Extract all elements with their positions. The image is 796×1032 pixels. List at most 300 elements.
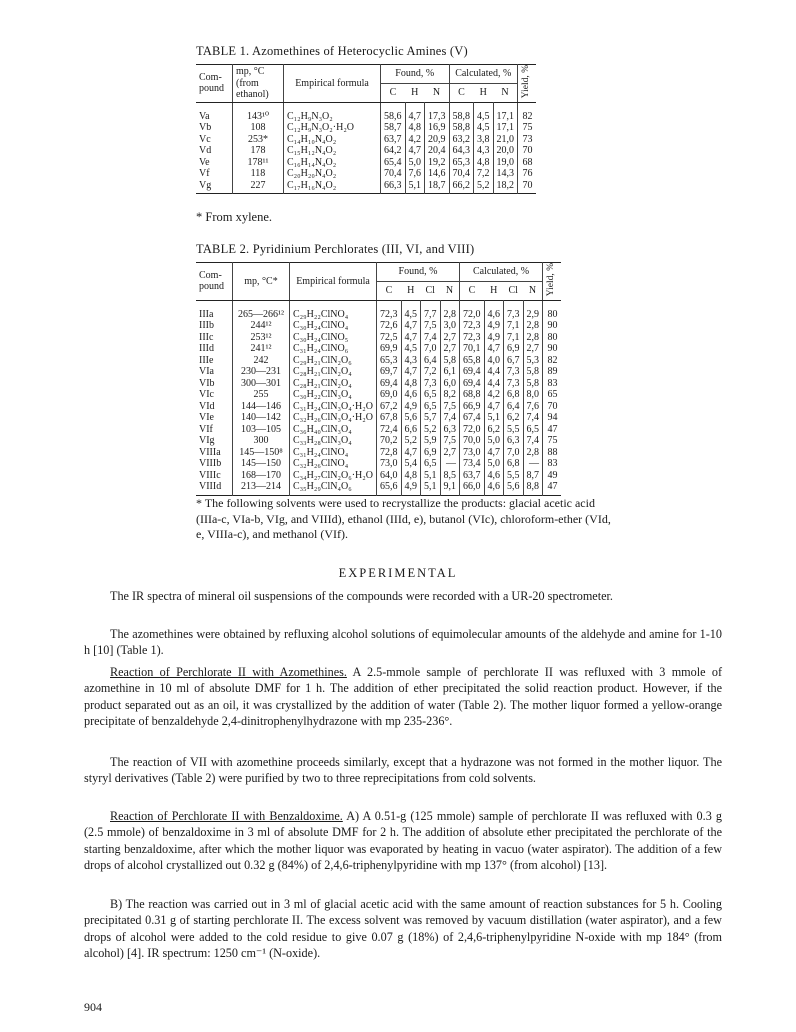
t2-cell: 242 — [233, 355, 290, 367]
t2-cell: 4,6 — [401, 389, 421, 401]
t2-cell: 6,3 — [504, 435, 524, 447]
t2-cell: C₂₉H₂₁ClN₂O₆ — [290, 355, 377, 367]
t1-cell: 65,3 — [449, 157, 474, 169]
t1-cell: 82 — [518, 102, 536, 122]
paragraph-reaction-azomethines-title: Reaction of Perchlorate II with Azomethines. — [110, 665, 347, 679]
t2-cell: C₃₅H₂₉ClN₄O₆ — [290, 481, 377, 495]
t2-cell: 2,7 — [440, 447, 460, 459]
t2-cell: 2,8 — [523, 332, 543, 344]
t1-h-compound: Com- pound — [196, 65, 233, 103]
t2-cell: 2,7 — [440, 343, 460, 355]
t2-subheader: H — [407, 285, 415, 297]
t2-cell: 2,7 — [440, 332, 460, 344]
t2-cell: VIIIb — [199, 458, 222, 470]
table-row — [196, 435, 561, 447]
t2-cell: 5,8 — [523, 378, 543, 390]
t2-cell: 6,9 — [421, 447, 441, 459]
t2-cell: VIa — [199, 366, 214, 378]
t1-cell: 18,7 — [425, 180, 450, 194]
t1-cell: 20,9 — [425, 134, 450, 146]
t2-cell: 5,1 — [421, 470, 441, 482]
t2-cell: 5,1 — [421, 481, 441, 495]
t1-cell: 17,1 — [493, 102, 518, 122]
t2-cell: 2,8 — [523, 320, 543, 332]
t2-cell: 300 — [233, 435, 290, 447]
t2-cell: 47 — [543, 481, 561, 495]
t2-cell: 5,1 — [484, 412, 504, 424]
t2-cell: 73,4 — [460, 458, 485, 470]
t1-cell: 253* — [233, 134, 284, 146]
t2-cell: 4,5 — [401, 343, 421, 355]
t2-cell: 5,7 — [421, 412, 441, 424]
t1-cell: 58,6 — [381, 102, 406, 122]
t2-cell: 72,0 — [460, 300, 485, 320]
t1-cell: C₁₇H₁₆N₄O₂ — [284, 180, 381, 194]
t1-cell: 65,4 — [381, 157, 406, 169]
t2-cell: 7,1 — [504, 320, 524, 332]
t1-cell: C₁₆H₁₄N₄O₂ — [284, 157, 381, 169]
t2-cell: 4,4 — [484, 366, 504, 378]
t2-cell: 4,7 — [484, 447, 504, 459]
t2-cell: 49 — [543, 470, 561, 482]
t1-h-formula: Empirical formula — [284, 65, 381, 103]
t2-subheader: Cl — [425, 285, 435, 297]
t2-cell: 94 — [543, 412, 561, 424]
t1-cell: 4,2 — [405, 134, 425, 146]
t1-cell: 68 — [518, 157, 536, 169]
t1-h-yield: Yield, % — [521, 65, 531, 99]
t2-cell: 72,3 — [460, 320, 485, 332]
table1 — [196, 64, 536, 194]
page-number: 904 — [84, 1000, 102, 1014]
paragraph-reaction-benzaldoxime-title: Reaction of Perchlorate II with Benzaldoxime. — [110, 809, 343, 823]
t2-h-yield-cell — [543, 263, 561, 301]
t1-cell: Vf — [199, 168, 210, 180]
t2-cell: 2,8 — [440, 300, 460, 320]
t1-subheader: H — [479, 87, 487, 99]
table-row — [196, 180, 536, 194]
t2-cell: 7,5 — [440, 435, 460, 447]
t2-subheader: C — [377, 281, 402, 300]
table-row — [196, 458, 561, 470]
t2-cell: 7,4 — [523, 435, 543, 447]
t2-cell: 90 — [543, 343, 561, 355]
t2-cell: 4,3 — [401, 355, 421, 367]
t2-cell: 3,0 — [440, 320, 460, 332]
t2-cell: 4,9 — [484, 320, 504, 332]
t2-cell: C₂₈H₂₁ClN₂O₄ — [290, 366, 377, 378]
t2-cell: 6,0 — [440, 378, 460, 390]
table1-footnote: * From xylene. — [196, 210, 273, 224]
t2-cell: 7,4 — [440, 412, 460, 424]
t2-cell: 4,7 — [401, 447, 421, 459]
t2-cell: 7,0 — [504, 447, 524, 459]
t2-cell: IIId — [199, 343, 214, 355]
t2-cell: 4,8 — [401, 470, 421, 482]
t2-cell: 213—214 — [233, 481, 290, 495]
t2-cell: 2,9 — [523, 300, 543, 320]
t2-cell: 8,0 — [523, 389, 543, 401]
table-row — [196, 481, 561, 495]
t2-cell: 4,4 — [484, 378, 504, 390]
t2-cell: C₃₄H₂₇ClN₂O₆·H₂O — [290, 470, 377, 482]
t2-cell: 6,4 — [421, 355, 441, 367]
t2-cell: 4,8 — [401, 378, 421, 390]
t2-cell: 72,0 — [460, 424, 485, 436]
t2-h-formula: Empirical formula — [290, 263, 377, 301]
t1-cell: 19,0 — [493, 157, 518, 169]
t2-cell: VIb — [199, 377, 215, 389]
t2-cell: 7,5 — [440, 401, 460, 413]
t2-cell: 4,7 — [401, 320, 421, 332]
t2-cell: 7,4 — [523, 412, 543, 424]
t2-cell: 230—231 — [233, 366, 290, 378]
t2-cell: 6,7 — [504, 355, 524, 367]
t2-cell: 6,5 — [421, 458, 441, 470]
t2-cell: C₃₁H₂₄ClNO₄ — [290, 447, 377, 459]
t1-cell: 7,2 — [474, 168, 494, 180]
t1-subheader: H — [411, 87, 419, 99]
t2-cell: IIIe — [199, 354, 214, 366]
table-row — [196, 168, 536, 180]
t2-cell: 70,2 — [377, 435, 402, 447]
t2-cell: 80 — [543, 300, 561, 320]
t2-cell: IIIa — [199, 308, 214, 320]
t2-cell: 72,8 — [377, 447, 402, 459]
t2-cell: 83 — [543, 458, 561, 470]
t2-cell: 4,9 — [401, 401, 421, 413]
t2-cell: 73,0 — [377, 458, 402, 470]
t2-cell: 7,1 — [504, 332, 524, 344]
t1-cell: 118 — [233, 168, 284, 180]
t2-subheader: C — [460, 281, 485, 300]
t2-cell: VIe — [199, 412, 214, 424]
t2-cell: C₃₆H₄₀ClN₃O₄ — [290, 424, 377, 436]
t1-cell: 4,3 — [474, 145, 494, 157]
t2-cell: C₃₂H₂₆ClNO₄ — [290, 458, 377, 470]
t2-cell: 72,3 — [377, 300, 402, 320]
t2-cell: 6,2 — [504, 412, 524, 424]
t2-cell: 4,0 — [484, 355, 504, 367]
t2-cell: VIf — [199, 423, 213, 435]
t2-cell: 7,4 — [421, 332, 441, 344]
t2-cell: 67,2 — [377, 401, 402, 413]
t2-cell: 2,8 — [523, 447, 543, 459]
t2-cell: 69,7 — [377, 366, 402, 378]
t2-cell: C₃₁H₂₄ClN₃O₄·H₂O — [290, 401, 377, 413]
table2-caption: TABLE 2. Pyridinium Perchlorates (III, VI, and VIII) — [196, 242, 475, 256]
t2-cell: IIIc — [199, 331, 214, 343]
t1-cell: 178 — [233, 145, 284, 157]
t1-cell: 5,0 — [405, 157, 425, 169]
t2-cell: 69,4 — [377, 378, 402, 390]
t1-cell: C₁₂H₉N₃O₂ — [284, 102, 381, 122]
t2-cell: — — [523, 458, 543, 470]
t2-cell: 6,8 — [504, 389, 524, 401]
table2-grid — [196, 262, 561, 496]
table-row — [196, 343, 561, 355]
t2-cell: 4,6 — [484, 470, 504, 482]
t1-cell: 73 — [518, 134, 536, 146]
t2-cell: 4,7 — [401, 332, 421, 344]
t1-cell: 64,2 — [381, 145, 406, 157]
t1-cell: 75 — [518, 122, 536, 134]
t2-cell: 9,1 — [440, 481, 460, 495]
t2-cell: 65 — [543, 389, 561, 401]
t1-subheader: C — [449, 83, 474, 102]
t2-cell: 72,4 — [377, 424, 402, 436]
t2-cell: 66,0 — [460, 481, 485, 495]
t1-cell: 20,4 — [425, 145, 450, 157]
t2-cell: 5,8 — [440, 355, 460, 367]
t2-cell: 8,8 — [523, 481, 543, 495]
t2-cell: 6,6 — [401, 424, 421, 436]
t2-cell: 7,3 — [504, 300, 524, 320]
t2-cell: 103—105 — [233, 424, 290, 436]
t2-cell: 6,9 — [504, 343, 524, 355]
t2-cell: 255 — [233, 389, 290, 401]
t2-cell: 244¹² — [233, 320, 290, 332]
paragraph-ir: The IR spectra of mineral oil suspensions of the compounds were recorded with a UR-20 spectrometer. — [110, 589, 613, 603]
t2-cell: VIIId — [199, 481, 222, 493]
table-row — [196, 157, 536, 169]
t1-cell: C₁₄H₁₀N₄O₂ — [284, 134, 381, 146]
t2-cell: 7,3 — [504, 366, 524, 378]
t2-cell: 4,5 — [401, 300, 421, 320]
t2-cell: 5,4 — [401, 458, 421, 470]
t2-cell: 8,7 — [523, 470, 543, 482]
t2-cell: 63,7 — [460, 470, 485, 482]
t2-cell: 5,6 — [504, 481, 524, 495]
t1-cell: 4,8 — [474, 157, 494, 169]
t2-cell: 4,6 — [484, 481, 504, 495]
t2-cell: C₂₈H₂₁ClN₂O₄ — [290, 378, 377, 390]
t2-cell: 72,6 — [377, 320, 402, 332]
t2-cell: 145—150⁸ — [233, 447, 290, 459]
t1-cell: C₁₂H₉N₃O₂·H₂O — [284, 122, 381, 134]
t2-cell: 70,0 — [460, 435, 485, 447]
t2-cell: 65,8 — [460, 355, 485, 367]
t2-cell: 5,0 — [484, 458, 504, 470]
paragraph-reaction-benzaldoxime — [84, 808, 722, 873]
t2-cell: 144—146 — [233, 401, 290, 413]
t1-cell: Vg — [199, 179, 212, 191]
table-row — [196, 401, 561, 413]
t2-cell: C₃₀H₂₄ClNO₄ — [290, 320, 377, 332]
t2-cell: C₂₉H₂₂ClNO₄ — [290, 300, 377, 320]
table-row — [196, 447, 561, 459]
table-row — [196, 102, 536, 122]
t1-cell: Vc — [199, 133, 211, 145]
t2-subheader: N — [528, 285, 537, 297]
t2-h-calc: Calculated, % — [460, 263, 543, 282]
t1-cell: Ve — [199, 156, 210, 168]
t2-cell: 82 — [543, 355, 561, 367]
t1-cell: 4,8 — [405, 122, 425, 134]
t1-cell: 4,5 — [474, 122, 494, 134]
table-row — [196, 412, 561, 424]
t2-cell: 5,8 — [523, 366, 543, 378]
t2-h-compound: Com- pound — [196, 263, 233, 301]
t1-cell: C₂₀H₂₀N₄O₂ — [284, 168, 381, 180]
t2-cell: 8,2 — [440, 389, 460, 401]
t2-cell: 5,6 — [401, 412, 421, 424]
t1-cell: 58,7 — [381, 122, 406, 134]
t2-cell: 89 — [543, 366, 561, 378]
t2-cell: 88 — [543, 447, 561, 459]
t2-cell: 47 — [543, 424, 561, 436]
t2-cell: 6,5 — [523, 424, 543, 436]
t2-cell: C₃₂H₂₆ClN₃O₄·H₂O — [290, 412, 377, 424]
t1-cell: 66,2 — [449, 180, 474, 194]
table-row — [196, 134, 536, 146]
t2-cell: — — [440, 458, 460, 470]
t1-cell: 70 — [518, 145, 536, 157]
t2-cell: 5,5 — [504, 424, 524, 436]
t2-cell: 6,4 — [504, 401, 524, 413]
paragraph-reaction-azomethines — [84, 664, 722, 729]
t2-cell: 2,7 — [523, 343, 543, 355]
t1-cell: 19,2 — [425, 157, 450, 169]
t2-cell: VIg — [199, 435, 215, 447]
t1-cell: 70,4 — [449, 168, 474, 180]
t2-cell: 69,9 — [377, 343, 402, 355]
t1-cell: 143¹⁰ — [233, 102, 284, 122]
t2-cell: 4,7 — [484, 343, 504, 355]
t2-cell: IIIb — [199, 320, 214, 332]
t2-cell: C₃₀H₂₄ClNO₅ — [290, 332, 377, 344]
table-row — [196, 300, 561, 320]
t1-h-calc: Calculated, % — [449, 65, 518, 84]
t2-cell: 5,2 — [401, 435, 421, 447]
t1-h-mp: mp, °C (from ethanol) — [233, 65, 284, 103]
t2-cell: C₃₃H₂₈ClN₃O₄ — [290, 435, 377, 447]
t2-cell: 7,6 — [523, 401, 543, 413]
t1-h-yield-cell — [518, 65, 536, 103]
t1-cell: 70,4 — [381, 168, 406, 180]
t2-subheader: N — [445, 285, 454, 297]
t2-cell: 5,9 — [421, 435, 441, 447]
t1-cell: 63,7 — [381, 134, 406, 146]
t1-subheader: N — [432, 87, 441, 99]
t2-cell: 241¹² — [233, 343, 290, 355]
t2-cell: 168—170 — [233, 470, 290, 482]
t2-subheader: H — [490, 285, 498, 297]
paragraph-reaction-azomethines-body: A 2.5-mmole sample of perchlorate II was refluxed with 3 mmole of azomethine in 10 ml of absolute DMF for 1 h. The addition of ether precipitated the solid reaction product. However, if the product separated out as an oil, it was crystallized by the addition of water (Table 2). The mother liquor formed a yellow-orange precipitate of benzaldehyde 2,4-dinitrophenylhydrazone with mp 235-236°. — [84, 665, 722, 728]
t2-cell: 6,5 — [421, 389, 441, 401]
t2-cell: 5,2 — [421, 424, 441, 436]
t2-cell: 7,7 — [421, 300, 441, 320]
t1-cell: 16,9 — [425, 122, 450, 134]
table-row — [196, 145, 536, 157]
t1-cell: 58,8 — [449, 102, 474, 122]
t1-cell: C₁₅H₁₂N₄O₂ — [284, 145, 381, 157]
t1-cell: 58,8 — [449, 122, 474, 134]
t1-cell: 21,0 — [493, 134, 518, 146]
t2-cell: 145—150 — [233, 458, 290, 470]
t2-cell: C₃₁H₂₄ClNO₆ — [290, 343, 377, 355]
t1-cell: 4,7 — [405, 145, 425, 157]
t1-cell: 17,1 — [493, 122, 518, 134]
t2-cell: VIc — [199, 389, 214, 401]
t1-cell: 76 — [518, 168, 536, 180]
t1-cell: 108 — [233, 122, 284, 134]
t2-cell: 66,9 — [460, 401, 485, 413]
t2-cell: 70,1 — [460, 343, 485, 355]
table2-footnote: * The following solvents were used to recrystallize the products: glacial acetic acid (IIIa-c, VIa-b, VIg, and VIIId), ethanol (IIId, e), butanol (VIc), chloroform-ether (VId, e, VIIIa-c), and methanol (VIf). — [196, 496, 611, 541]
table-row — [196, 332, 561, 344]
t2-cell: 69,4 — [460, 366, 485, 378]
table1-caption: TABLE 1. Azomethines of Heterocyclic Amines (V) — [196, 44, 468, 58]
t2-cell: 265—266¹² — [233, 300, 290, 320]
t2-cell: 4,9 — [484, 332, 504, 344]
t1-cell: 70 — [518, 180, 536, 194]
t2-h-found: Found, % — [377, 263, 460, 282]
t2-cell: 300—301 — [233, 378, 290, 390]
t1-cell: 178¹¹ — [233, 157, 284, 169]
t2-cell: 69,0 — [377, 389, 402, 401]
t2-cell: 5,5 — [504, 470, 524, 482]
t1-cell: 5,2 — [474, 180, 494, 194]
t2-cell: 90 — [543, 320, 561, 332]
t1-cell: 7,6 — [405, 168, 425, 180]
t2-cell: 72,5 — [377, 332, 402, 344]
t1-cell: 3,8 — [474, 134, 494, 146]
t2-cell: 7,2 — [421, 366, 441, 378]
table-row — [196, 320, 561, 332]
t2-cell: 73,0 — [460, 447, 485, 459]
t1-cell: 14,6 — [425, 168, 450, 180]
t2-cell: 65,3 — [377, 355, 402, 367]
t2-cell: 7,5 — [421, 320, 441, 332]
t2-cell: 65,6 — [377, 481, 402, 495]
t1-cell: 20,0 — [493, 145, 518, 157]
table-row — [196, 366, 561, 378]
paragraph-azomethines: The azomethines were obtained by refluxing alcohol solutions of equimolecular amounts of the aldehyde and amine for 1-10 h [10] (Table 1). — [84, 627, 722, 658]
t2-cell: 4,2 — [484, 389, 504, 401]
paragraph-reaction-b: B) The reaction was carried out in 3 ml of glacial acetic acid with the same amount of reaction substances for 5 h. Cooling precipitated 0.31 g of starting perchlorate II. The excess solvent was removed by vacuum distillation (water aspirator), and a few drops of alcohol were added to the cold residue to give 0.07 g (18%) of 2,4,6-triphenylpyridine N-oxide with mp 184° (from alcohol) [4]. IR spectrum: 1250 cm⁻¹ (N-oxide). — [84, 897, 722, 960]
t1-cell: 14,3 — [493, 168, 518, 180]
t2-cell: VIIIa — [199, 446, 221, 458]
table2 — [196, 262, 561, 496]
paragraph-reaction-benzaldoxime-body: A) A 0.51-g (125 mmole) sample of perchlorate II was refluxed with 0.3 g (2.5 mmole) of benzaldoxime in 3 ml of absolute DMF for 2 h. The addition of absolute ether precipitated the perchlorate of the starting benzaldoxime, after which the mother liquor was evaporated by heating in vacuo (water aspirator). The addition of a few drops of alcohol crystallized out 0.32 g (84%) of 2,4,6-triphenylpyridine with mp 137° (from alcohol) [13]. — [84, 809, 722, 872]
t2-cell: 4,6 — [484, 300, 504, 320]
table-row — [196, 424, 561, 436]
t2-cell: 8,5 — [440, 470, 460, 482]
t1-cell: Vb — [199, 122, 212, 134]
t2-cell: 68,8 — [460, 389, 485, 401]
table-row — [196, 470, 561, 482]
t2-cell: 5,0 — [484, 435, 504, 447]
t2-cell: 4,7 — [484, 401, 504, 413]
t2-cell: 64,0 — [377, 470, 402, 482]
t1-cell: 17,3 — [425, 102, 450, 122]
t2-cell: 253¹² — [233, 332, 290, 344]
table-row — [196, 389, 561, 401]
t2-cell: 83 — [543, 378, 561, 390]
table-row — [196, 378, 561, 390]
t1-cell: 4,7 — [405, 102, 425, 122]
t2-cell: 80 — [543, 332, 561, 344]
t2-cell: VId — [199, 400, 215, 412]
table-row — [196, 122, 536, 134]
t2-cell: 5,3 — [523, 355, 543, 367]
t2-cell: C₃₀H₂₂ClN₃O₄ — [290, 389, 377, 401]
t2-cell: 6,1 — [440, 366, 460, 378]
paragraph-vii: The reaction of VII with azomethine proceeds similarly, except that a hydrazone was not formed in the mother liquor. The styryl derivatives (Table 2) were purified by two to three reprecipitations from cold solvents. — [84, 755, 722, 786]
t2-cell: 7,3 — [504, 378, 524, 390]
t1-cell: 227 — [233, 180, 284, 194]
